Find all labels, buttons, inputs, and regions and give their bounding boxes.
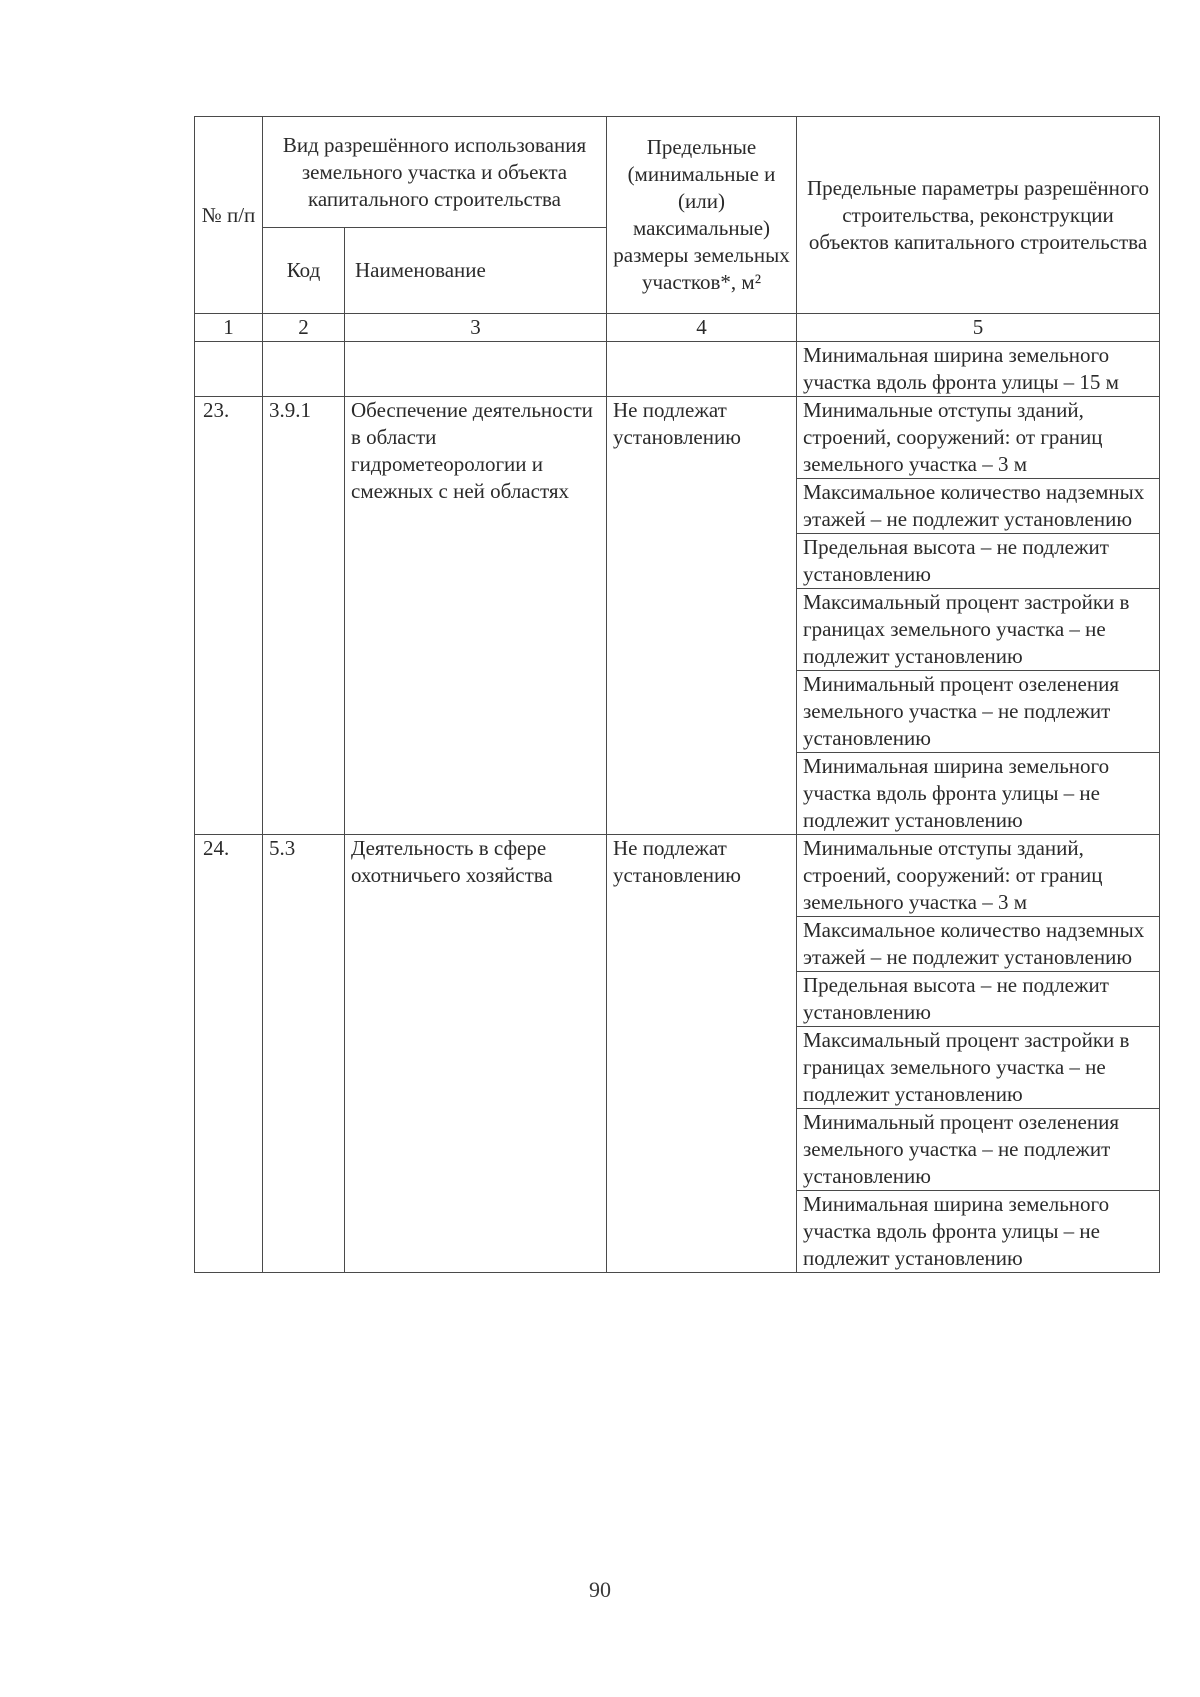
row-code <box>263 342 345 397</box>
header-plot-sizes: Предельные (минимальные и (или) максимальные) размеры земельных участков*, м² <box>607 117 797 314</box>
table-row <box>195 342 1160 397</box>
column-number: 3 <box>345 314 607 342</box>
row-number: 23. <box>195 397 263 835</box>
row-sizes: Не подлежат установлению <box>607 397 797 835</box>
regulations-table <box>194 116 1160 1273</box>
param-item: Минимальный процент озеленения земельного участка – не подлежит установлению <box>797 1109 1159 1191</box>
param-item: Минимальная ширина земельного участка вдоль фронта улицы – не подлежит установлению <box>803 1192 1110 1270</box>
param-item: Максимальное количество надземных этажей – не подлежит установлению <box>797 917 1159 972</box>
header-number: № п/п <box>195 117 263 314</box>
page-number: 90 <box>589 1577 611 1602</box>
param-item: Минимальные отступы зданий, строений, сооружений: от границ земельного участка – 3 м <box>797 835 1159 917</box>
row-number: 24. <box>195 835 263 1273</box>
column-number: 4 <box>607 314 797 342</box>
column-number: 5 <box>797 314 1160 342</box>
column-number-row <box>195 314 1160 342</box>
param-item: Минимальные отступы зданий, строений, сооружений: от границ земельного участка – 3 м <box>797 397 1159 479</box>
param-item: Предельная высота – не подлежит установлению <box>797 972 1159 1027</box>
table-row <box>195 835 1160 1273</box>
row-params <box>797 397 1160 835</box>
table-row <box>195 397 1160 835</box>
row-name: Обеспечение деятельности в области гидрометеорологии и смежных с ней областях <box>345 397 607 835</box>
param-item: Минимальная ширина земельного участка вдоль фронта улицы – не подлежит установлению <box>803 754 1110 832</box>
param-item: Предельная высота – не подлежит установлению <box>797 534 1159 589</box>
header-code: Код <box>263 228 345 314</box>
header-construction-params: Предельные параметры разрешённого строительства, реконструкции объектов капитального строительства <box>797 117 1160 314</box>
row-name: Деятельность в сфере охотничьего хозяйства <box>345 835 607 1273</box>
row-params <box>797 835 1160 1273</box>
column-number: 2 <box>263 314 345 342</box>
row-sizes: Не подлежат установлению <box>607 835 797 1273</box>
param-item: Максимальный процент застройки в границах земельного участка – не подлежит установлению <box>797 1027 1159 1109</box>
row-number <box>195 342 263 397</box>
row-name <box>345 342 607 397</box>
header-permitted-use: Вид разрешённого использования земельного участка и объекта капитального строительства <box>263 117 607 228</box>
param-item: Минимальный процент озеленения земельного участка – не подлежит установлению <box>797 671 1159 753</box>
param-item: Минимальная ширина земельного участка вдоль фронта улицы – 15 м <box>803 343 1119 394</box>
row-code: 5.3 <box>263 835 345 1273</box>
row-code: 3.9.1 <box>263 397 345 835</box>
column-number: 1 <box>195 314 263 342</box>
param-item: Максимальное количество надземных этажей – не подлежит установлению <box>797 479 1159 534</box>
row-params <box>797 342 1160 397</box>
row-sizes <box>607 342 797 397</box>
param-item: Максимальный процент застройки в границах земельного участка – не подлежит установлению <box>797 589 1159 671</box>
header-name: Наименование <box>345 228 607 314</box>
